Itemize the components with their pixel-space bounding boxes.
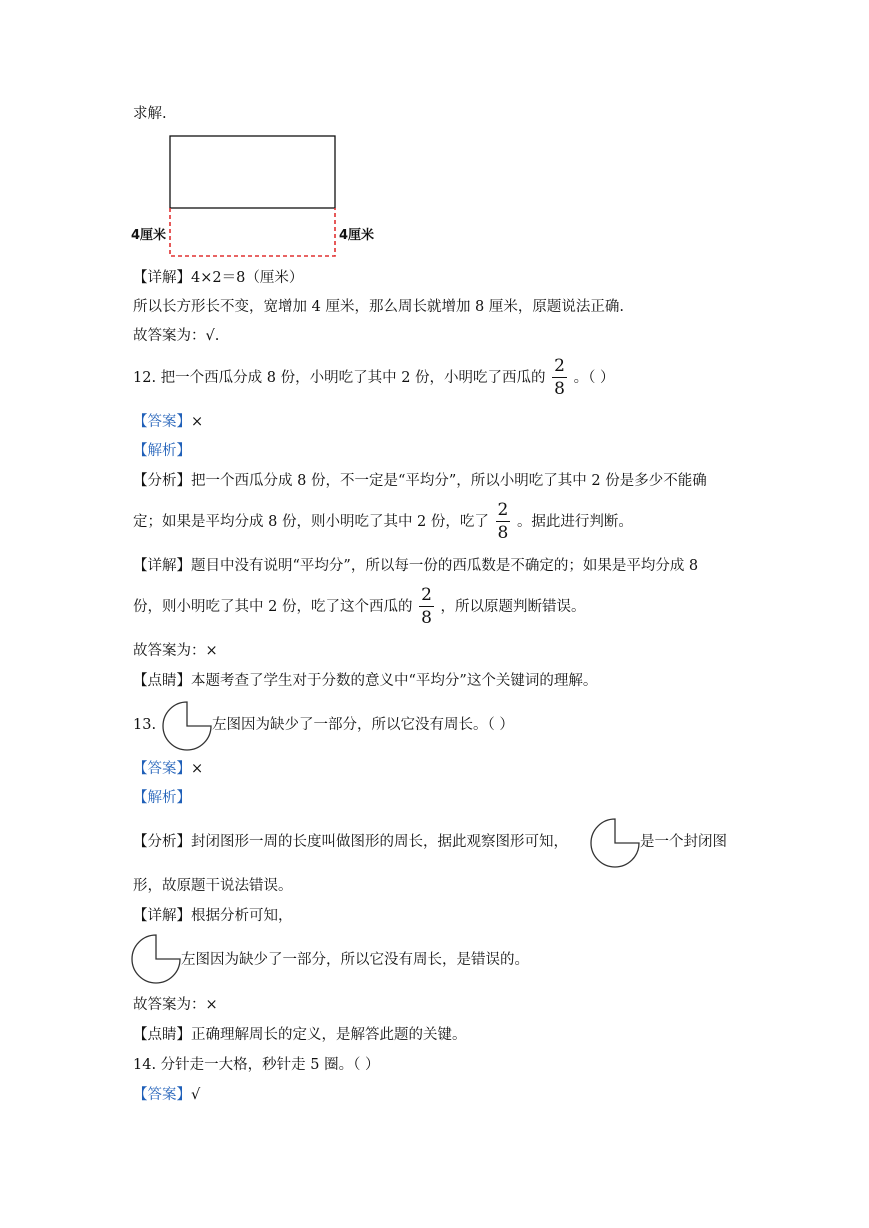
left-width-label: 4厘米 [131, 228, 167, 243]
text-line: 【详解】根据分析可知， [133, 908, 293, 924]
text-line: 【详解】4×2＝8（厘米） [133, 270, 304, 286]
answer-line [133, 1085, 200, 1105]
answer-tag: 【答案】 [133, 761, 191, 777]
fraction-numerator: 2 [421, 585, 432, 605]
text-line [133, 587, 586, 627]
fraction-denominator: 8 [421, 608, 432, 628]
pacman-circle-icon [129, 932, 183, 986]
text-line: 【详解】题目中没有说明“平均分”，所以每一份的西瓜数是不确定的；如果是平均分成 8 [133, 558, 699, 574]
text-segment: 。据此进行判断。 [516, 514, 633, 530]
text-line: 左图因为缺少了一部分，所以它没有周长，是错误的。 [181, 952, 529, 968]
fraction-2-8 [419, 587, 434, 627]
text-line: 所以长方形长不变，宽增加 4 厘米，那么周长就增加 8 厘米，原题说法正确. [133, 299, 624, 315]
text-line: 故答案为：× [133, 997, 218, 1013]
text-segment: ，所以原题判断错误。 [440, 599, 586, 615]
text-line: 【点睛】正确理解周长的定义，是解答此题的关键。 [133, 1027, 467, 1043]
fraction-denominator: 8 [497, 523, 509, 543]
fraction-numerator: 2 [554, 356, 565, 376]
question-14: 14. 分针走一大格，秒针走 5 圈。（ ） [133, 1057, 380, 1073]
text-line: 【点睛】本题考查了学生对于分数的意义中“平均分”这个关键词的理解。 [133, 673, 598, 689]
fraction-2-8 [496, 502, 511, 542]
original-rectangle [170, 136, 335, 208]
text-line: 是一个封闭图 [640, 834, 727, 850]
text-line: 求解. [133, 106, 167, 122]
question-12-text: 12. 把一个西瓜分成 8 份，小明吃了其中 2 份，小明吃了西瓜的 [133, 370, 546, 386]
fraction-numerator: 2 [497, 500, 509, 520]
question-12 [133, 358, 614, 398]
answer-line [133, 759, 203, 779]
answer-tag: 【答案】 [133, 414, 191, 430]
text-line: 故答案为：× [133, 643, 218, 659]
question-13-text: 左图因为缺少了一部分，所以它没有周长。（ ） [212, 717, 514, 733]
answer-tag: 【答案】 [133, 1087, 191, 1103]
text-line: 【分析】封闭图形一周的长度叫做图形的周长，据此观察图形可知， [133, 834, 568, 850]
answer-value: × [191, 414, 204, 430]
pacman-circle-icon [588, 816, 642, 870]
fraction-2-8 [552, 358, 567, 398]
text-segment: 份，则小明吃了其中 2 份，吃了这个西瓜的 [133, 599, 413, 615]
answer-line [133, 412, 203, 432]
analysis-tag: 【解析】 [133, 790, 191, 806]
text-line [133, 502, 633, 542]
fraction-denominator: 8 [554, 379, 565, 399]
answer-value: × [191, 761, 204, 777]
rectangle-diagram [165, 132, 341, 262]
question-13-number: 13. [133, 717, 157, 733]
analysis-tag: 【解析】 [133, 443, 191, 459]
answer-value: √ [191, 1087, 201, 1103]
text-segment: 定；如果是平均分成 8 份，则小明吃了其中 2 份，吃了 [133, 514, 489, 530]
question-12-blank: 。（ ） [573, 370, 615, 386]
text-line: 故答案为：√. [133, 328, 220, 344]
text-line: 形，故原题干说法错误。 [133, 878, 293, 894]
extension-dashed [170, 208, 335, 256]
right-width-label: 4厘米 [339, 228, 375, 243]
text-line: 【分析】把一个西瓜分成 8 份，不一定是“平均分”，所以小明吃了其中 2 份是多少不能确 [133, 473, 707, 489]
pacman-circle-icon [160, 699, 214, 753]
